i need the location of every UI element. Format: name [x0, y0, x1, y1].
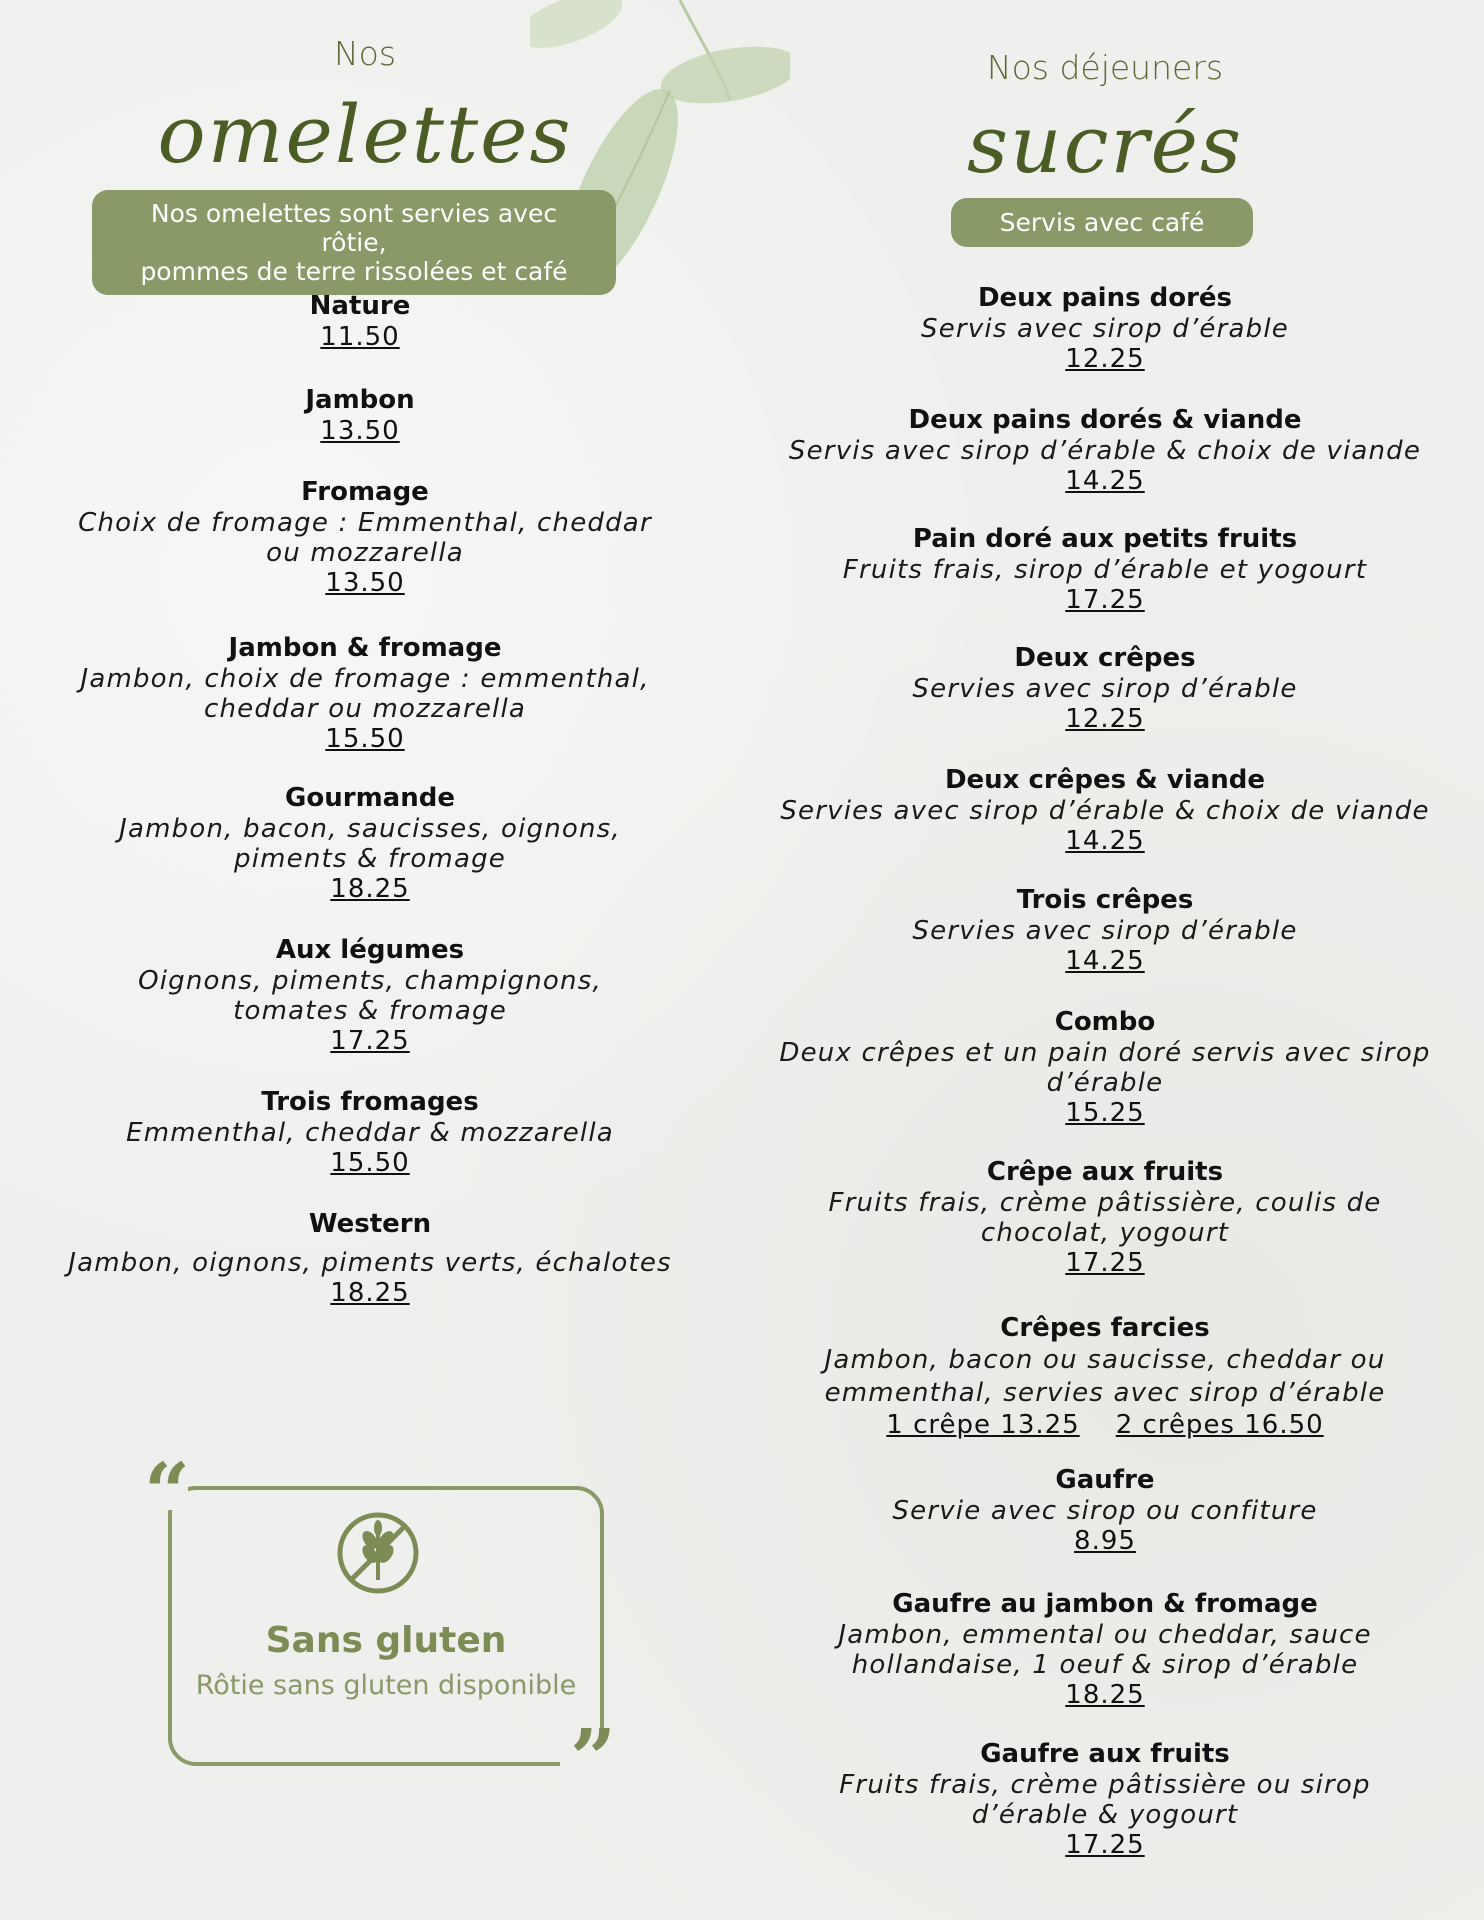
menu-item	[40, 632, 690, 754]
item-description: cheddar ou mozzarella	[203, 694, 527, 724]
item-description: emmenthal, servies avec sirop d’érable	[824, 1378, 1386, 1408]
item-price: 18.25	[330, 1278, 410, 1308]
item-name: Deux pains dorés & viande	[908, 405, 1302, 435]
menu-item	[760, 1156, 1450, 1278]
item-price: 13.50	[320, 416, 400, 446]
item-description: Jambon, bacon ou saucisse, cheddar ou	[824, 1345, 1386, 1375]
item-price: 1 crêpe 13.25	[886, 1410, 1080, 1440]
sucres-pre-title: Nos déjeuners	[986, 48, 1224, 87]
item-price: 14.25	[1065, 466, 1145, 496]
item-name: Crêpe aux fruits	[986, 1157, 1224, 1187]
gluten-free-subtitle: Rôtie sans gluten disponible	[195, 1670, 577, 1701]
menu-item	[40, 782, 700, 904]
item-description: Servis avec sirop d’érable & choix de viande	[788, 436, 1422, 466]
item-name: Pain doré aux petits fruits	[912, 524, 1298, 554]
item-name: Deux pains dorés	[977, 283, 1233, 313]
menu-item	[760, 764, 1450, 856]
item-price: 14.25	[1065, 946, 1145, 976]
item-description: Fruits frais, crème pâtissière ou sirop	[839, 1770, 1371, 1800]
item-description: Jambon, emmental ou cheddar, sauce	[838, 1620, 1372, 1650]
menu-item	[760, 404, 1450, 496]
item-name: Aux légumes	[275, 935, 465, 965]
item-description: piments & fromage	[234, 844, 506, 874]
item-description: Servies avec sirop d’érable & choix de viande	[780, 796, 1430, 826]
item-price: 8.95	[1074, 1526, 1136, 1556]
item-name: Deux crêpes	[1014, 643, 1196, 673]
menu-item	[40, 476, 690, 598]
item-description: Jambon, bacon, saucisses, oignons,	[119, 814, 621, 844]
menu-item	[760, 1588, 1450, 1710]
item-price: 17.25	[1065, 585, 1145, 615]
item-description: Servis avec sirop d’érable	[921, 314, 1289, 344]
item-description: Servies avec sirop d’érable	[912, 674, 1298, 704]
menu-item	[760, 642, 1450, 734]
close-quote-icon: ”	[570, 1711, 617, 1805]
menu-item	[760, 1738, 1450, 1860]
item-description: d’érable	[1046, 1068, 1164, 1098]
omelettes-script-title: omelettes	[157, 88, 573, 181]
item-name: Trois crêpes	[1016, 885, 1194, 915]
item-description: d’érable & yogourt	[971, 1800, 1239, 1830]
item-description: Emmenthal, cheddar & mozzarella	[126, 1118, 614, 1148]
item-price: 13.50	[325, 568, 405, 598]
item-name: Deux crêpes & viande	[944, 765, 1266, 795]
gluten-free-title: Sans gluten	[265, 1620, 507, 1661]
item-description: Oignons, piments, champignons,	[138, 966, 602, 996]
item-price: 12.25	[1065, 704, 1145, 734]
omelettes-info-pill	[92, 190, 616, 295]
item-description: Deux crêpes et un pain doré servis avec sirop	[779, 1038, 1431, 1068]
item-name: Trois fromages	[261, 1087, 479, 1117]
item-price: 15.25	[1065, 1098, 1145, 1128]
item-name: Crêpes farcies	[1000, 1313, 1210, 1343]
pill-line: pommes de terre rissolées et café	[140, 257, 568, 286]
menu-item	[40, 1086, 700, 1178]
item-price: 18.25	[1065, 1680, 1145, 1710]
item-price: 14.25	[1065, 826, 1145, 856]
item-price: 17.25	[1065, 1248, 1145, 1278]
menu-item	[760, 523, 1450, 615]
item-price: 15.50	[330, 1148, 410, 1178]
menu-item	[40, 934, 700, 1056]
item-price: 2 crêpes 16.50	[1115, 1410, 1324, 1440]
item-description: Choix de fromage : Emmenthal, cheddar	[78, 508, 652, 538]
sucres-script-title: sucrés	[966, 98, 1244, 191]
item-description: chocolat, yogourt	[980, 1218, 1230, 1248]
item-price: 17.25	[1065, 1830, 1145, 1860]
item-description: Servies avec sirop d’érable	[912, 916, 1298, 946]
item-name: Combo	[1054, 1007, 1156, 1037]
item-name: Jambon	[305, 385, 415, 415]
item-name: Gaufre aux fruits	[980, 1739, 1230, 1769]
no-wheat-icon	[335, 1510, 421, 1596]
item-description: Jambon, choix de fromage : emmenthal,	[80, 664, 650, 694]
item-name: Jambon & fromage	[228, 633, 502, 663]
item-description: tomates & fromage	[233, 996, 507, 1026]
item-price: 12.25	[1065, 344, 1145, 374]
omelettes-pre-title: Nos	[333, 34, 397, 73]
item-description: Fruits frais, sirop d’érable et yogourt	[842, 555, 1368, 585]
pill-line: Nos omelettes sont servies avec rôtie,	[150, 199, 558, 257]
item-name: Gaufre au jambon & fromage	[892, 1589, 1318, 1619]
menu-item	[40, 290, 680, 352]
item-description: Jambon, oignons, piments verts, échalotes	[68, 1248, 672, 1278]
item-name: Fromage	[301, 477, 429, 507]
menu-item	[760, 1464, 1450, 1556]
sucres-info-pill: Servis avec café	[951, 198, 1253, 247]
item-name: Nature	[309, 291, 411, 321]
item-name: Gourmande	[285, 783, 455, 813]
item-description: hollandaise, 1 oeuf & sirop d’érable	[851, 1650, 1359, 1680]
item-price: 18.25	[330, 874, 410, 904]
item-price: 11.50	[320, 322, 400, 352]
menu-item	[760, 1312, 1450, 1440]
menu-item	[40, 1208, 700, 1308]
menu-item	[760, 282, 1450, 374]
menu-item	[760, 884, 1450, 976]
menu-item	[760, 1006, 1450, 1128]
item-description: Servie avec sirop ou confiture	[892, 1496, 1318, 1526]
item-price: 15.50	[325, 724, 405, 754]
item-price-options	[760, 1410, 1450, 1440]
open-quote-icon: “	[144, 1445, 191, 1539]
menu-item	[40, 384, 680, 446]
item-description: Fruits frais, crème pâtissière, coulis de	[828, 1188, 1382, 1218]
item-name: Gaufre	[1055, 1465, 1155, 1495]
item-price: 17.25	[330, 1026, 410, 1056]
item-description: ou mozzarella	[266, 538, 464, 568]
item-name: Western	[308, 1209, 432, 1239]
